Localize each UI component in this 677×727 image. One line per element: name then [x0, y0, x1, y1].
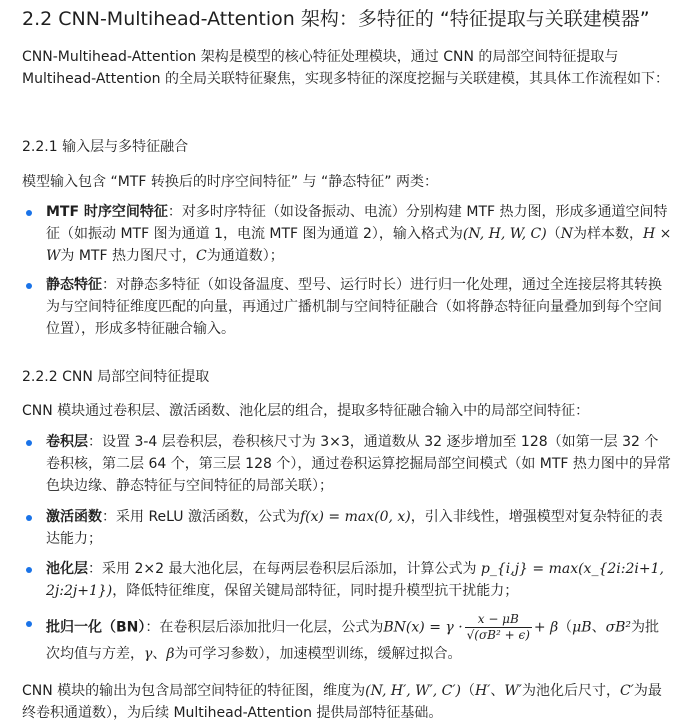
math-inline: f(x) = max(0, x) [299, 509, 411, 525]
math-inline: (N, H, W, C) [462, 226, 547, 242]
math-inline: W′ [504, 683, 522, 699]
math-inline: (N, H′, W′, C′) [365, 683, 461, 699]
math-inline: BN(x) = γ · [383, 619, 463, 636]
math-inline: β [166, 646, 175, 662]
bullet-dot-icon [26, 210, 32, 216]
math-inline: σB² [605, 619, 632, 636]
subsection-title-2-2-1: 2.2.1 输入层与多特征融合 [22, 139, 189, 155]
bullet-dot-icon [26, 621, 32, 627]
list-item-activation: 激活函数：采用 ReLU 激活函数，公式为f(x) = max(0, x)，引入非线性，增强模型对复杂特征的表达能力； [26, 506, 672, 550]
subsection-title-2-2-2: 2.2.2 CNN 局部空间特征提取 [22, 369, 210, 385]
math-inline: γ [144, 646, 153, 662]
item-label: MTF 时序空间特征 [46, 204, 168, 220]
bn-fraction [465, 612, 532, 643]
cnn-output-paragraph: CNN 模块的输出为包含局部空间特征的特征图，维度为(N, H′, W′, C′)（H′、W′为池化后尺寸，C′为最终卷积通道数），为后续 Multihead-Attention 提供局部特征基础。 [22, 683, 662, 721]
list-item-batchnorm: 批归一化（BN）：在卷积层后添加批归一化层，公式为BN(x) = γ · $\frac{x - \mu B}{\text{√(σB² + ϵ)}}$ + β（μB、σB²为批次均值与方差，γ、β为可学习参数），加速模型训练，缓解过拟合。 [26, 612, 672, 665]
item-label: 激活函数 [46, 509, 102, 525]
math-inline: H′ [475, 683, 491, 699]
item-label: 池化层 [46, 561, 88, 577]
math-inline: H × W [46, 226, 672, 264]
bullet-dot-icon [26, 567, 32, 573]
item-label: 卷积层 [46, 434, 88, 450]
list-item-pooling: 池化层：采用 2×2 最大池化层，在每两层卷积层后添加，计算公式为 p_{i,j} = max(x_{2i:2i+1, 2j:2j+1})，降低特征维度，保留关键局部特征，同时提升模型抗干扰能力； [26, 558, 672, 602]
math-inline: + β [533, 619, 559, 636]
math-inline: C′ [619, 683, 634, 699]
fraction-denominator: √(σB² + ϵ) [466, 628, 530, 642]
list-item-mtf-features: MTF 时序空间特征：对多时序特征（如设备振动、电流）分别构建 MTF 热力图，形成多通道空间特征（如振动 MTF 图为通道 1，电流 MTF 图为通道 2），输入格式为(N, H, W, C)（N为样本数，H × W为 MTF 热力图尺寸，C为通道数）； [26, 201, 672, 267]
list-item-static-features: 静态特征：对静态多特征（如设备温度、型号、运行时长）进行归一化处理，通过全连接层将其转换为与空间特征维度匹配的向量，再通过广播机制与空间特征融合（如将静态特征向量叠加到每个空间位置），形成多特征融合输入。 [26, 274, 672, 340]
math-inline: N [560, 226, 573, 242]
input-lead-paragraph: 模型输入包含 “MTF 转换后的时序空间特征” 与 “静态特征” 两类： [22, 174, 438, 190]
intro-paragraph: CNN-Multihead-Attention 架构是模型的核心特征处理模块，通过 CNN 的局部空间特征提取与 Multihead-Attention 的全局关联特征聚焦，实现多特征的深度挖掘与关联建模，其具体工作流程如下： [22, 49, 669, 87]
list-item-conv-layer: 卷积层：设置 3-4 层卷积层，卷积核尺寸为 3×3，通道数从 32 逐步增加至 128（如第一层 32 个卷积核，第二层 64 个，第三层 128 个），通过卷积运算挖掘局部空间模式（如 MTF 热力图中的异常色块边缘、静态特征与空间特征的局部关联）； [26, 431, 672, 497]
math-inline: C [195, 248, 207, 264]
bullet-dot-icon [26, 283, 32, 289]
item-label: 批归一化（BN） [46, 619, 146, 636]
math-inline: μB [572, 619, 592, 636]
cnn-lead-paragraph: CNN 模块通过卷积层、激活函数、池化层的组合，提取多特征融合输入中的局部空间特征： [22, 403, 590, 419]
bullet-dot-icon [26, 515, 32, 521]
math-inline: p_{i,j} = max(x_{2i:2i+1, 2j:2j+1}) [46, 561, 664, 599]
section-heading: 2.2 CNN-Multihead-Attention 架构：多特征的 “特征提取与关联建模器” [22, 8, 650, 30]
bullet-dot-icon [26, 440, 32, 446]
fraction-numerator: x − μB [465, 612, 532, 628]
item-label: 静态特征 [46, 277, 102, 293]
